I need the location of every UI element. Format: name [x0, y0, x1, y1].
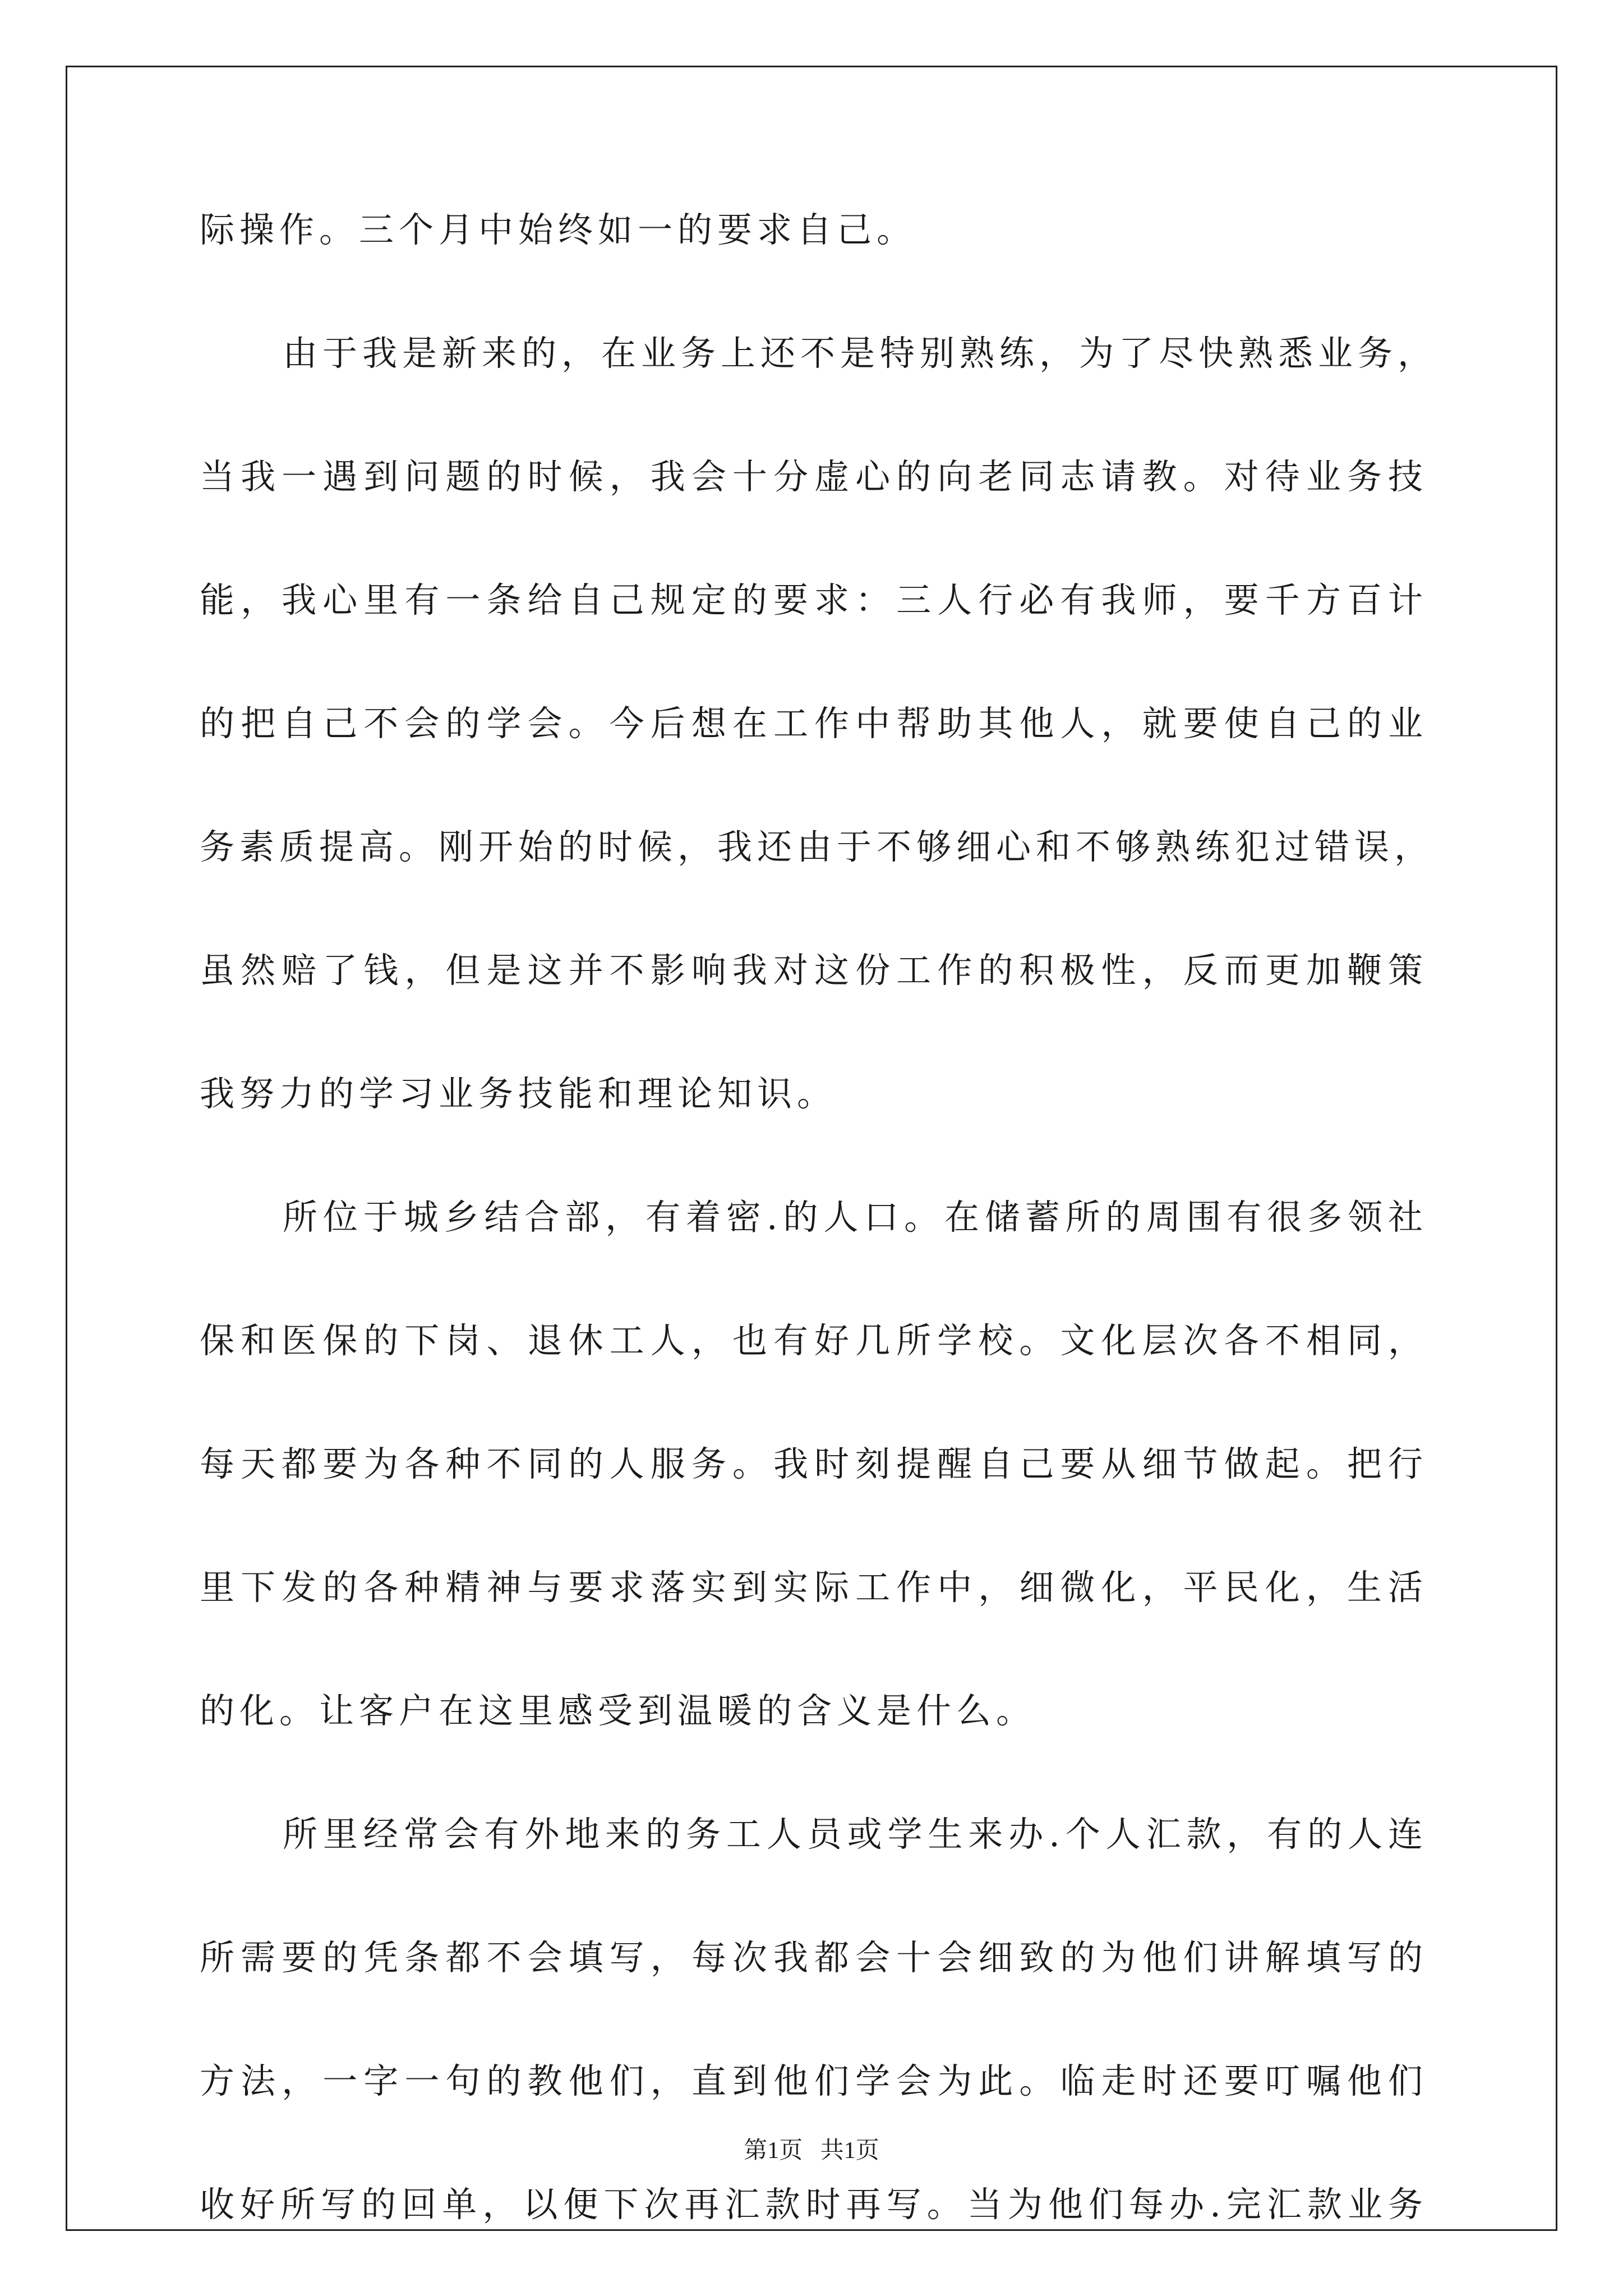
text-line: 的化。让客户在这里感受到温暖的含义是什么。 [200, 1690, 1036, 1731]
text-line: 际操作。三个月中始终如一的要求自己。 [200, 209, 917, 250]
page-number-footer: 第1页 共1页 [744, 2138, 879, 2164]
text-line: 我努力的学习业务技能和理论知识。 [200, 1073, 837, 1114]
text-line: 能，我心里有一条给自己规定的要求：三人行必有我师，要千方百计 [200, 579, 1428, 620]
text-line: 当我一遇到问题的时候，我会十分虚心的向老同志请教。对待业务技 [200, 456, 1428, 497]
paragraph-start-line: 由于我是新来的，在业务上还不是特别熟练，为了尽快熟悉业务， [283, 333, 1438, 374]
paragraph-start-line: 所里经常会有外地来的务工人员或学生来办.个人汇款，有的人连 [283, 1814, 1428, 1855]
text-line: 收好所写的回单，以便下次再汇款时再写。当为他们每办.完汇款业务 [200, 2184, 1428, 2225]
text-line: 方法，一字一句的教他们，直到他们学会为此。临走时还要叮嘱他们 [200, 2060, 1428, 2101]
text-line: 所需要的凭条都不会填写，每次我都会十会细致的为他们讲解填写的 [200, 1937, 1428, 1978]
text-line: 每天都要为各种不同的人服务。我时刻提醒自己要从细节做起。把行 [200, 1443, 1428, 1484]
text-line: 虽然赔了钱，但是这并不影响我对这份工作的积极性，反而更加鞭策 [200, 950, 1428, 991]
text-line: 务素质提高。刚开始的时候，我还由于不够细心和不够熟练犯过错误， [200, 826, 1435, 867]
text-line: 里下发的各种精神与要求落实到实际工作中，细微化，平民化，生活 [200, 1567, 1428, 1608]
page-border [66, 66, 1557, 2231]
text-line: 的把自己不会的学会。今后想在工作中帮助其他人，就要使自己的业 [200, 703, 1428, 744]
text-line: 保和医保的下岗、退休工人，也有好几所学校。文化层次各不相同， [200, 1320, 1428, 1361]
paragraph-start-line: 所位于城乡结合部，有着密.的人口。在储蓄所的周围有很多领社 [283, 1197, 1428, 1237]
